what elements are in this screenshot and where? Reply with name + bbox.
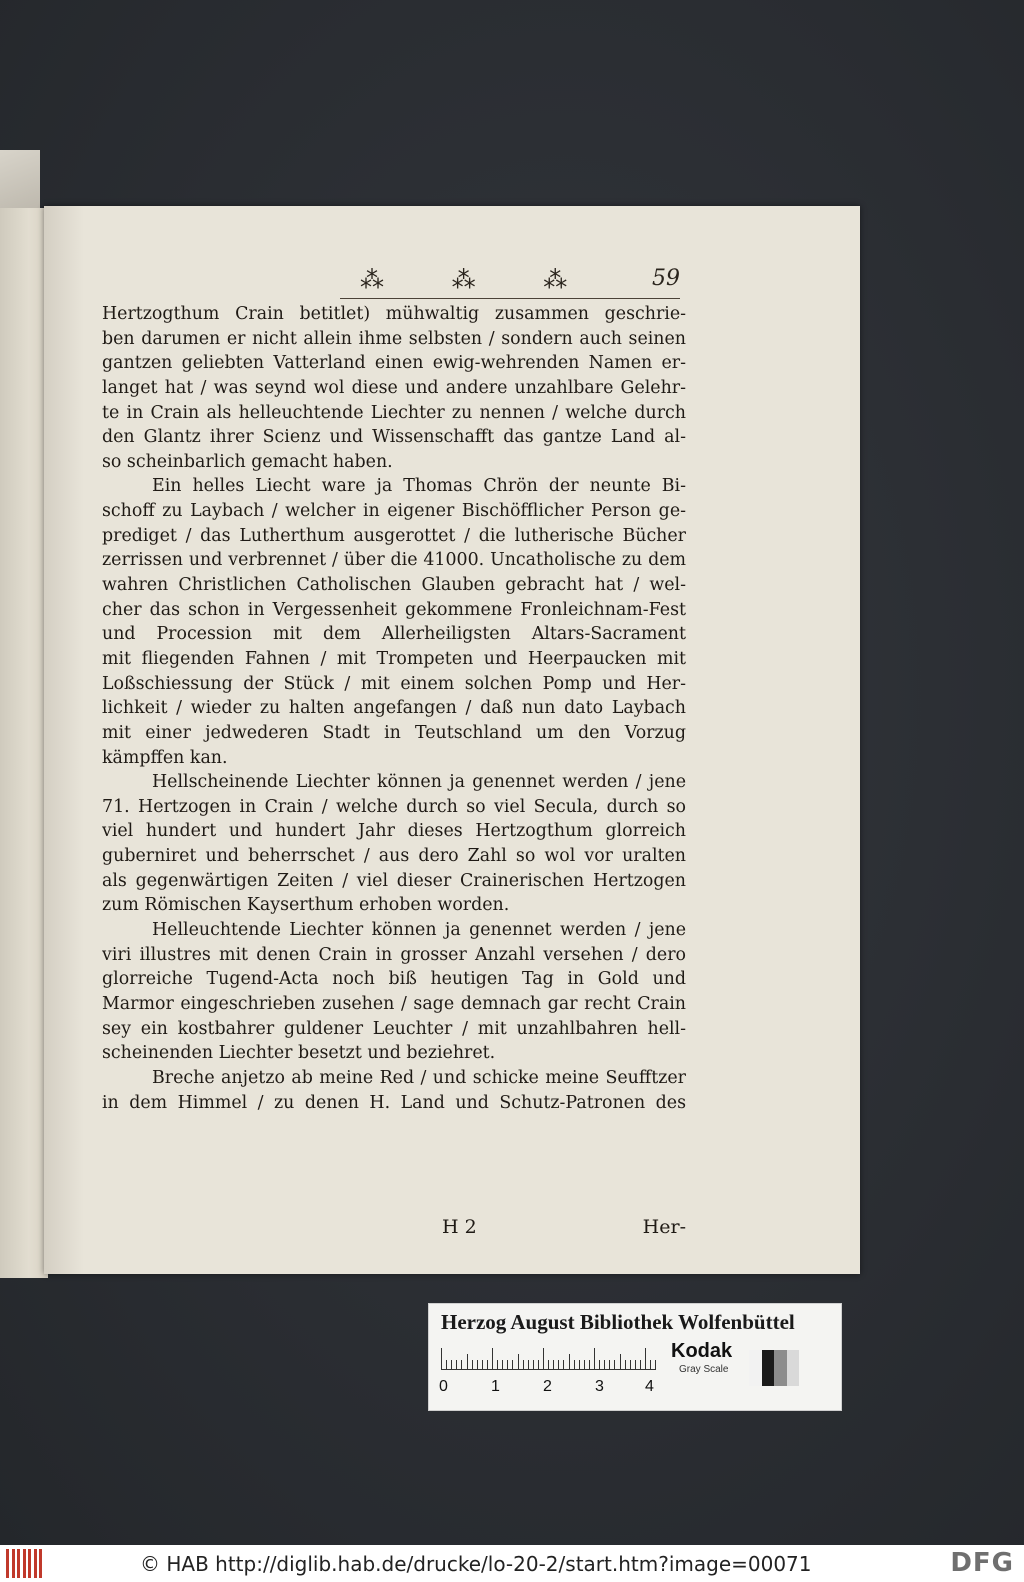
ruler-tick xyxy=(609,1360,610,1370)
text-line: ben darumen er nicht allein ihme selbsten / sondern auch seinen xyxy=(102,328,686,349)
text-line: Marmor eingeschrieben zusehen / sage demnach gar recht Crain xyxy=(102,993,686,1014)
text-line: zum Römischen Kayserthum erhoben worden. xyxy=(102,895,510,916)
text-line: den Glantz ihrer Scienz und Wissenschafft das gantze Land al- xyxy=(102,427,686,448)
logo-bar xyxy=(17,1549,20,1578)
text-line: schoff zu Laybach / welcher in eigener Bischöfflicher Person ge- xyxy=(102,501,686,522)
text-line: prediget / das Lutherthum ausgerottet / die lutherische Bücher xyxy=(102,525,686,546)
gray-swatch xyxy=(762,1350,775,1386)
ruler-tick xyxy=(563,1360,564,1370)
ruler-tick xyxy=(645,1348,646,1370)
gray-swatch xyxy=(749,1350,762,1386)
scale-ruler xyxy=(441,1346,656,1370)
library-name: Herzog August Bibliothek Wolfenbüttel xyxy=(441,1310,795,1334)
text-line: als gegenwärtigen Zeiten / viel dieser Crainerischen Hertzogen xyxy=(102,870,686,891)
text-line: wahren Christlichen Catholischen Glauben gebracht hat / wel- xyxy=(102,575,686,596)
catchword: Her- xyxy=(642,1216,686,1238)
ruler-tick xyxy=(446,1360,447,1370)
text-line: Breche anjetzo ab meine Red / und schicke meine Seufftzer xyxy=(152,1067,686,1088)
ruler-tick xyxy=(635,1360,636,1370)
text-line: mit einer jedwederen Stadt in Teutschland um den Vorzug xyxy=(102,722,686,743)
logo-bar xyxy=(12,1549,15,1578)
ruler-tick xyxy=(461,1360,462,1370)
text-line: Loßschiessung der Stück / mit einem solchen Pomp und Her- xyxy=(102,673,686,694)
page-edge-top xyxy=(0,150,40,210)
ruler-tick xyxy=(594,1348,595,1370)
ruler-number: 4 xyxy=(645,1378,654,1395)
ruler-number: 2 xyxy=(543,1378,552,1395)
book-page xyxy=(44,206,860,1274)
dfg-logo: DFG xyxy=(950,1548,1014,1578)
ruler-tick xyxy=(487,1360,488,1370)
text-line: glorreiche Tugend-Acta noch biß heutigen Tag in Gold und xyxy=(102,969,686,990)
ruler-tick xyxy=(599,1360,600,1370)
ruler-tick xyxy=(533,1360,534,1370)
ruler-tick xyxy=(523,1360,524,1370)
ruler-tick xyxy=(497,1360,498,1370)
ruler-tick xyxy=(553,1360,554,1370)
text-line: Ein helles Liecht ware ja Thomas Chrön der neunte Bi- xyxy=(152,476,686,497)
text-line: Helleuchtende Liechter können ja genennet werden / jene xyxy=(152,920,686,941)
text-line: viel hundert und hundert Jahr dieses Hertzogthum glorreich xyxy=(102,821,686,842)
header-rule xyxy=(340,298,680,299)
ruler-tick xyxy=(467,1354,468,1370)
facing-page-edge xyxy=(0,208,48,1278)
logo-bar xyxy=(34,1549,37,1578)
logo-bar xyxy=(39,1549,42,1578)
text-line: cher das schon in Vergessenheit gekommene Fronleichnam-Fest xyxy=(102,599,686,620)
text-line: und Procession mit dem Allerheiligsten Altars-Sacrament xyxy=(102,624,686,645)
ruler-tick xyxy=(589,1360,590,1370)
logo-bar xyxy=(28,1549,31,1578)
ruler-tick xyxy=(574,1360,575,1370)
copyright-url: © HAB http://diglib.hab.de/drucke/lo-20-2/start.htm?image=00071 xyxy=(140,1552,812,1576)
ruler-tick xyxy=(584,1360,585,1370)
ruler-tick xyxy=(451,1360,452,1370)
signature-mark: H 2 xyxy=(442,1216,477,1238)
ruler-number: 1 xyxy=(491,1378,500,1395)
ruler-tick xyxy=(569,1354,570,1370)
color-reference-card xyxy=(428,1303,842,1411)
gray-scale-label: Gray Scale xyxy=(679,1364,729,1375)
text-line: lichkeit / wieder zu halten angefangen / daß nun dato Laybach xyxy=(102,698,686,719)
text-line: te in Crain als helleuchtende Liechter zu nennen / welche durch xyxy=(102,402,686,423)
text-line: Hertzogthum Crain betitlet) mühwaltig zusammen geschrie- xyxy=(102,304,686,324)
logo-bar xyxy=(6,1549,9,1578)
ruler-tick xyxy=(640,1360,641,1370)
text-line: kämpffen kan. xyxy=(102,747,228,768)
gray-swatches xyxy=(749,1350,799,1386)
ruler-tick xyxy=(518,1354,519,1370)
text-line: zerrissen und verbrennet / über die 41000. Uncatholische zu dem xyxy=(102,550,686,571)
ruler-tick xyxy=(507,1360,508,1370)
ruler-tick xyxy=(558,1360,559,1370)
ruler-tick xyxy=(548,1360,549,1370)
text-line: gantzen geliebten Vatterland einen ewig-wehrenden Namen er- xyxy=(102,353,686,374)
ruler-tick xyxy=(630,1360,631,1370)
text-line: scheinenden Liechter besetzt und beziehret. xyxy=(102,1043,496,1064)
gray-swatch xyxy=(774,1350,787,1386)
ruler-tick xyxy=(477,1360,478,1370)
ruler-tick xyxy=(502,1360,503,1370)
text-line: guberniret und beherrschet / aus dero Zahl so wol vor uralten xyxy=(102,846,686,867)
ruler-tick xyxy=(456,1360,457,1370)
footer-bar xyxy=(0,1545,1024,1582)
ruler-tick xyxy=(441,1348,442,1370)
text-line: in dem Himmel / zu denen H. Land und Schutz-Patronen des xyxy=(102,1092,686,1113)
ruler-tick xyxy=(543,1348,544,1370)
text-line: Hellscheinende Liechter können ja genennet werden / jene xyxy=(152,772,686,793)
ruler-tick xyxy=(604,1360,605,1370)
ruler-tick xyxy=(655,1360,656,1370)
ruler-tick xyxy=(512,1360,513,1370)
ruler-tick xyxy=(528,1360,529,1370)
page-number: 59 xyxy=(652,266,680,291)
ruler-tick xyxy=(482,1360,483,1370)
ruler-tick xyxy=(650,1360,651,1370)
gray-swatch xyxy=(787,1350,800,1386)
ruler-tick xyxy=(492,1348,493,1370)
ruler-number: 0 xyxy=(439,1378,448,1395)
ruler-number: 3 xyxy=(595,1378,604,1395)
text-line: 71. Hertzogen in Crain / welche durch so viel Secula, durch so xyxy=(102,796,686,817)
ornament-icons: ⁂ ⁂ ⁂ xyxy=(360,266,598,294)
text-line: mit fliegenden Fahnen / mit Trompeten und Heerpaucken mit xyxy=(102,648,686,669)
ruler-tick xyxy=(620,1354,621,1370)
ruler-tick xyxy=(538,1360,539,1370)
logo-bar xyxy=(23,1549,26,1578)
page-header xyxy=(100,266,680,296)
text-line: langet hat / was seynd wol diese und andere unzahlbare Gelehr- xyxy=(102,377,686,398)
text-line: sey ein kostbahrer guldener Leuchter / mit unzahlbahren hell- xyxy=(102,1018,686,1039)
page-footer xyxy=(102,1216,686,1240)
ruler-tick xyxy=(614,1360,615,1370)
ruler-tick xyxy=(579,1360,580,1370)
kodak-logo: Kodak xyxy=(671,1340,733,1362)
text-line: so scheinbarlich gemacht haben. xyxy=(102,451,393,472)
text-line: viri illustres mit denen Crain in grosser Anzahl versehen / dero xyxy=(102,944,686,965)
ruler-tick xyxy=(472,1360,473,1370)
ruler-tick xyxy=(625,1360,626,1370)
page-body xyxy=(102,302,686,1115)
hab-logo-icon xyxy=(6,1549,46,1578)
